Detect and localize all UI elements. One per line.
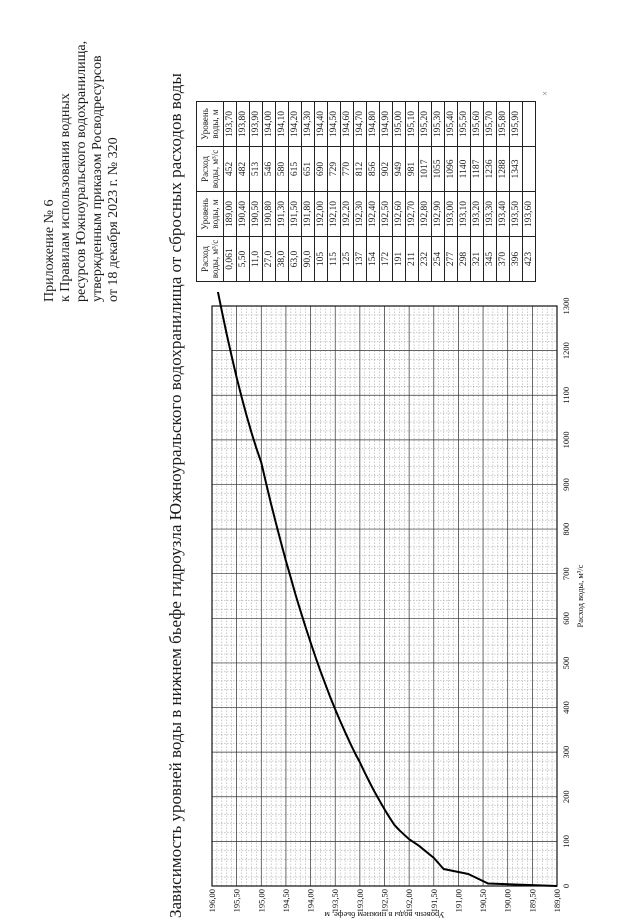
cell-level: 190,50 xyxy=(250,192,263,237)
table-row xyxy=(341,102,354,282)
cell-level: 192,10 xyxy=(328,192,341,237)
cell-discharge: 690 xyxy=(315,147,328,192)
cell-discharge: 1288 xyxy=(497,147,510,192)
y-tick-label: 190,50 xyxy=(478,889,489,913)
header-line-2: к Правилам использования водных xyxy=(58,93,73,302)
table-header-level-1: Уровень воды, м xyxy=(197,192,224,237)
cell-discharge: 546 xyxy=(263,147,276,192)
table-header-row xyxy=(197,102,224,282)
cell-discharge: 298 xyxy=(458,237,471,282)
table-row xyxy=(328,102,341,282)
y-tick-label: 194,00 xyxy=(305,889,316,913)
cell-level xyxy=(523,102,536,147)
cell-level: 194,30 xyxy=(302,102,315,147)
cell-discharge: 770 xyxy=(341,147,354,192)
cell-discharge: 1343 xyxy=(510,147,523,192)
cell-level: 194,00 xyxy=(263,102,276,147)
y-tick-label: 192,00 xyxy=(404,889,415,913)
x-tick-label: 600 xyxy=(561,611,571,625)
y-tick-label: 191,00 xyxy=(453,889,464,913)
cell-discharge: 105 xyxy=(315,237,328,282)
cell-level: 194,60 xyxy=(341,102,354,147)
cell-level: 192,20 xyxy=(341,192,354,237)
cell-level: 195,90 xyxy=(510,102,523,147)
cell-level: 195,60 xyxy=(471,102,484,147)
cell-discharge: 211 xyxy=(406,237,419,282)
x-tick-label: 1200 xyxy=(561,342,571,360)
table-row xyxy=(497,102,510,282)
table-row xyxy=(250,102,263,282)
cell-discharge: 423 xyxy=(523,237,536,282)
cell-discharge: 1236 xyxy=(484,147,497,192)
cell-level: 192,70 xyxy=(406,192,419,237)
y-tick-label: 193,00 xyxy=(354,889,365,913)
x-tick-label: 700 xyxy=(561,567,571,581)
cell-level: 193,10 xyxy=(458,192,471,237)
cell-level: 195,80 xyxy=(497,102,510,147)
x-tick-label: 900 xyxy=(561,478,571,491)
table-header-discharge-2: Расход воды, м³/с xyxy=(197,147,224,192)
cell-level: 193,80 xyxy=(237,102,250,147)
x-tick-label: 1000 xyxy=(561,431,571,449)
cell-level: 192,50 xyxy=(380,192,393,237)
cell-level: 193,30 xyxy=(484,192,497,237)
cell-discharge: 513 xyxy=(250,147,263,192)
cell-discharge xyxy=(523,147,536,192)
x-tick-label: 1300 xyxy=(561,297,571,315)
cell-discharge: 345 xyxy=(484,237,497,282)
cell-discharge: 277 xyxy=(445,237,458,282)
cell-level: 191,80 xyxy=(302,192,315,237)
cell-level: 195,70 xyxy=(484,102,497,147)
cell-discharge: 191 xyxy=(393,237,406,282)
x-tick-label: 400 xyxy=(561,701,571,714)
cell-level: 192,30 xyxy=(354,192,367,237)
y-tick-label: 195,50 xyxy=(231,889,242,913)
cell-discharge: 1140 xyxy=(458,147,471,192)
table-row xyxy=(445,102,458,282)
x-axis-label: Расход воды, м³/с xyxy=(575,564,585,628)
x-tick-label: 0 xyxy=(561,883,571,889)
cell-discharge: 27,0 xyxy=(263,237,276,282)
table-row xyxy=(471,102,484,282)
stamp-mark: × xyxy=(540,90,550,96)
x-tick-label: 500 xyxy=(561,656,571,670)
table-row xyxy=(523,102,536,282)
header-appendix-number: Приложение № 6 xyxy=(42,199,57,302)
cell-discharge: 137 xyxy=(354,237,367,282)
table-row xyxy=(419,102,432,282)
y-tick-label: 196,00 xyxy=(207,889,217,913)
cell-discharge: 125 xyxy=(341,237,354,282)
table-row xyxy=(432,102,445,282)
table-row xyxy=(289,102,302,282)
table-header-discharge-1: Расход воды, м³/с xyxy=(197,237,224,282)
cell-discharge: 949 xyxy=(393,147,406,192)
cell-level: 195,30 xyxy=(432,102,445,147)
table-row xyxy=(484,102,497,282)
cell-discharge: 115 xyxy=(328,237,341,282)
cell-level: 193,40 xyxy=(497,192,510,237)
y-tick-label: 194,50 xyxy=(280,889,291,913)
table-row xyxy=(276,102,289,282)
cell-level: 195,00 xyxy=(393,102,406,147)
cell-discharge: 154 xyxy=(367,237,380,282)
x-tick-label: 300 xyxy=(561,745,571,759)
cell-level: 193,20 xyxy=(471,192,484,237)
cell-discharge: 812 xyxy=(354,147,367,192)
cell-discharge: 370 xyxy=(497,237,510,282)
cell-discharge: 0,061 xyxy=(224,237,237,282)
document-title: Зависимость уровней воды в нижнем бьефе гидроузла Южноуральского водохранилища от сбросных расходов воды xyxy=(166,73,185,918)
cell-level: 194,20 xyxy=(289,102,302,147)
cell-discharge: 396 xyxy=(510,237,523,282)
y-axis-label: Уровень воды в нижнем бьефе, м xyxy=(324,910,445,920)
cell-discharge: 5,50 xyxy=(237,237,250,282)
cell-discharge: 232 xyxy=(419,237,432,282)
level-discharge-chart xyxy=(196,292,616,922)
cell-discharge: 1017 xyxy=(419,147,432,192)
cell-level: 190,80 xyxy=(263,192,276,237)
table-row xyxy=(406,102,419,282)
cell-discharge: 902 xyxy=(380,147,393,192)
table-row xyxy=(393,102,406,282)
cell-level: 191,30 xyxy=(276,192,289,237)
cell-level: 191,50 xyxy=(289,192,302,237)
table-row xyxy=(354,102,367,282)
cell-level: 194,80 xyxy=(367,102,380,147)
cell-level: 193,70 xyxy=(224,102,237,147)
cell-level: 190,40 xyxy=(237,192,250,237)
cell-level: 193,60 xyxy=(523,192,536,237)
cell-level: 195,50 xyxy=(458,102,471,147)
cell-discharge: 856 xyxy=(367,147,380,192)
cell-level: 194,40 xyxy=(315,102,328,147)
cell-discharge: 90,0 xyxy=(302,237,315,282)
cell-discharge: 63,0 xyxy=(289,237,302,282)
cell-level: 189,00 xyxy=(224,192,237,237)
table-row xyxy=(380,102,393,282)
cell-discharge: 172 xyxy=(380,237,393,282)
cell-level: 195,40 xyxy=(445,102,458,147)
cell-discharge: 729 xyxy=(328,147,341,192)
cell-discharge: 482 xyxy=(237,147,250,192)
table-row xyxy=(237,102,250,282)
cell-level: 195,10 xyxy=(406,102,419,147)
table-row xyxy=(224,102,237,282)
cell-level: 192,00 xyxy=(315,192,328,237)
y-tick-label: 190,00 xyxy=(502,889,513,913)
table-row xyxy=(458,102,471,282)
cell-discharge: 1096 xyxy=(445,147,458,192)
table-row xyxy=(315,102,328,282)
x-tick-label: 200 xyxy=(561,790,571,804)
y-tick-label: 195,00 xyxy=(256,889,267,913)
cell-discharge: 1187 xyxy=(471,147,484,192)
cell-discharge: 580 xyxy=(276,147,289,192)
y-tick-label: 193,50 xyxy=(330,889,341,913)
x-tick-label: 1100 xyxy=(561,386,571,404)
cell-discharge: 981 xyxy=(406,147,419,192)
table-row xyxy=(510,102,523,282)
table-row xyxy=(263,102,276,282)
cell-level: 194,50 xyxy=(328,102,341,147)
x-tick-label: 100 xyxy=(561,835,571,848)
y-tick-label: 189,00 xyxy=(552,889,562,913)
cell-level: 192,40 xyxy=(367,192,380,237)
cell-discharge: 452 xyxy=(224,147,237,192)
y-tick-label: 192,50 xyxy=(379,889,390,913)
cell-discharge: 321 xyxy=(471,237,484,282)
header-line-3: ресурсов Южноуральского водохранилища, xyxy=(74,40,89,302)
x-tick-label: 800 xyxy=(561,522,571,536)
cell-level: 194,90 xyxy=(380,102,393,147)
table-header-level-2: Уровень воды, м xyxy=(197,102,224,147)
cell-level: 194,10 xyxy=(276,102,289,147)
cell-discharge: 38,0 xyxy=(276,237,289,282)
header-line-4: утвержденным приказом Росводресурсов xyxy=(90,55,105,302)
y-tick-label: 191,50 xyxy=(428,889,439,913)
document-header xyxy=(42,22,122,302)
cell-level: 192,60 xyxy=(393,192,406,237)
table-body xyxy=(224,102,536,282)
cell-discharge: 11,0 xyxy=(250,237,263,282)
cell-discharge: 1055 xyxy=(432,147,445,192)
cell-level: 193,00 xyxy=(445,192,458,237)
cell-level: 193,90 xyxy=(250,102,263,147)
cell-level: 195,20 xyxy=(419,102,432,147)
cell-level: 193,50 xyxy=(510,192,523,237)
table-row xyxy=(367,102,380,282)
cell-level: 194,70 xyxy=(354,102,367,147)
cell-discharge: 615 xyxy=(289,147,302,192)
cell-level: 192,80 xyxy=(419,192,432,237)
header-date-number: от 18 декабря 2023 г. № 320 xyxy=(106,137,121,302)
table-row xyxy=(302,102,315,282)
cell-discharge: 651 xyxy=(302,147,315,192)
cell-level: 192,90 xyxy=(432,192,445,237)
cell-discharge: 254 xyxy=(432,237,445,282)
y-tick-label: 189,50 xyxy=(527,889,538,913)
level-discharge-table xyxy=(196,101,536,282)
